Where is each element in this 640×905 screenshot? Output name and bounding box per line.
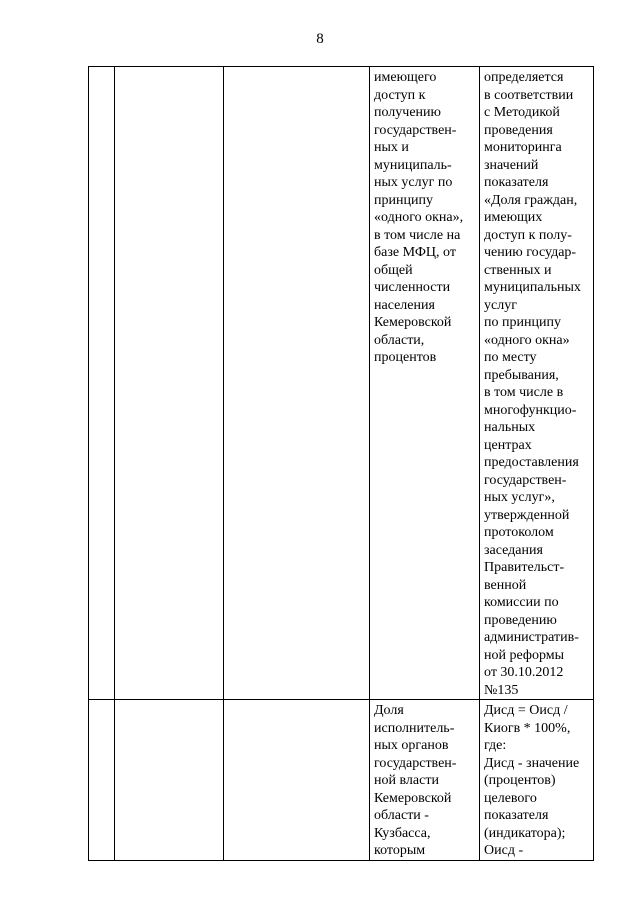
table-cell-number xyxy=(89,67,115,700)
table-cell-method xyxy=(480,67,594,700)
method-text: Дисд = Оисд / Киогв * 100%, где: Дисд - значение (процентов) целевого показателя (индикатора); Оисд - xyxy=(484,703,580,858)
table-cell-goal xyxy=(115,67,224,700)
table-cell-program xyxy=(224,67,370,700)
table-cell-number xyxy=(89,700,115,861)
table-cell-indicator xyxy=(370,67,480,700)
indicator-table xyxy=(88,66,594,861)
table-cell-program xyxy=(224,700,370,861)
table-cell-goal xyxy=(115,700,224,861)
method-text: определяется в соответствии с Методикой проведения мониторинга значений показателя «Доля граждан, имеющих доступ к полу- чению государ- ственных и муниципальных услуг по принципу «одного окна» по месту пребывания, в том числе в многофункцио- нальных центрах предоставления государствен- ных услуг», утвержденной протоколом заседания Правительст- венной комиссии по проведению административ- ной реформы от 30.10.2012 №135 xyxy=(484,70,581,698)
page-number: 8 xyxy=(316,31,324,47)
table-row xyxy=(89,700,594,861)
table-row xyxy=(89,67,594,700)
indicator-text: Доля исполнитель- ных органов государствен- ной власти Кемеровской области - Кузбасса, которым xyxy=(374,703,457,858)
indicator-text: имеющего доступ к получению государствен- ных и муниципаль- ных услуг по принципу «одного окна», в том числе на базе МФЦ, от общей численности населения Кемеровской области, процентов xyxy=(374,70,464,365)
table-cell-method xyxy=(480,700,594,861)
table-cell-indicator xyxy=(370,700,480,861)
